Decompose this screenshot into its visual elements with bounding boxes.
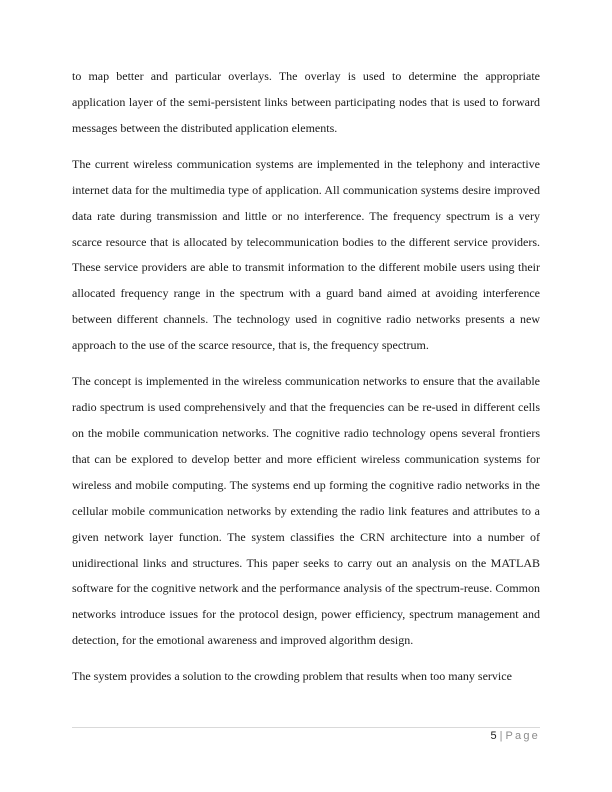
body-text (72, 64, 540, 700)
page-label: Page (505, 730, 540, 742)
footer-divider (72, 727, 540, 728)
page-footer (491, 729, 540, 743)
footer-separator: | (499, 730, 503, 742)
paragraph-wireless-systems: The current wireless communication systems are implemented in the telephony and interactive internet data for the multimedia type of application. All communication systems desire improved data rate during transmission and little or no interference. The frequency spectrum is a very scarce resource that is allocated by telecommunication bodies to the different service providers. These service providers are able to transmit information to the different mobile users using their allocated frequency range in the spectrum with a guard band aimed at avoiding interference between different channels. The technology used in cognitive radio networks presents a new approach to the use of the scarce resource, that is, the frequency spectrum. (72, 156, 540, 353)
page-number: 5 (490, 730, 497, 742)
paragraph-crowding-problem: The system provides a solution to the crowding problem that results when too many service (72, 669, 512, 684)
paragraph-overlay-continuation: to map better and particular overlays. The overlay is used to determine the appropriate application layer of the semi-persistent links between participating nodes that is used to forward messages between the distributed application elements. (72, 69, 540, 135)
paragraph-cognitive-radio-concept: The concept is implemented in the wireless communication networks to ensure that the available radio spectrum is used comprehensively and that the frequencies can be re-used in different cells on the mobile communication networks. The cognitive radio technology opens several frontiers that can be explored to develop better and more efficient wireless communication systems for wireless and mobile computing. The systems end up forming the cognitive radio networks in the cellular mobile communication networks by extending the radio link features and attributes to a given network layer function. The system classifies the CRN architecture into a number of unidirectional links and structures. This paper seeks to carry out an analysis on the MATLAB software for the cognitive network and the performance analysis of the spectrum-reuse. Common networks introduce issues for the protocol design, power efficiency, spectrum management and detection, for the emotional awareness and improved algorithm design. (72, 374, 540, 648)
